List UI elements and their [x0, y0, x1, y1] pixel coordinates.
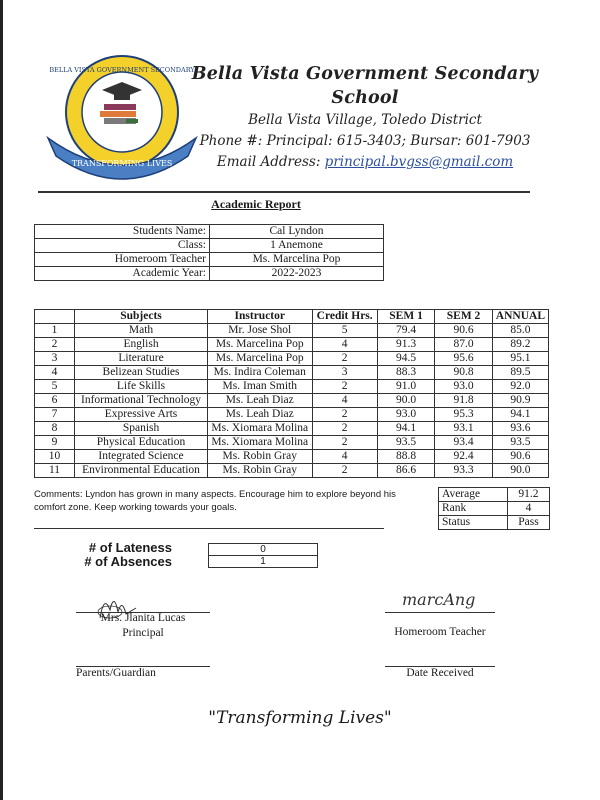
grade-row: [35, 436, 549, 450]
info-label: Class:: [35, 239, 210, 253]
sem1: 91.3: [377, 338, 434, 352]
school-address: Bella Vista Village, Toledo District: [248, 112, 482, 128]
row-number: 7: [35, 408, 75, 422]
grades-table: [34, 309, 549, 478]
instructor: Ms. Xiomara Molina: [208, 422, 312, 436]
header-divider: [38, 191, 530, 193]
annual: 85.0: [492, 324, 548, 338]
credit-hrs: 2: [312, 436, 377, 450]
sem2: 93.1: [435, 422, 493, 436]
lateness-value: 0: [209, 544, 318, 556]
instructor: Ms. Xiomara Molina: [208, 436, 312, 450]
sem2: 90.8: [435, 366, 493, 380]
grade-row: [35, 394, 549, 408]
motto: "Transforming Lives": [208, 708, 392, 728]
sem1: 86.6: [377, 464, 434, 478]
student-class: 1 Anemone: [210, 239, 384, 253]
credit-hrs: 3: [312, 366, 377, 380]
grade-row: [35, 366, 549, 380]
col-credit-hrs: Credit Hrs.: [312, 310, 377, 324]
principal-name: Mrs. Jlanita Lucas: [100, 612, 186, 624]
student-name: Cal Lyndon: [210, 225, 384, 239]
sem2: 95.6: [435, 352, 493, 366]
subject: Physical Education: [75, 436, 208, 450]
grade-row: [35, 464, 549, 478]
school-name: Bella Vista Government Secondary School: [191, 64, 539, 108]
school-phone: Phone #: Principal: 615-3403; Bursar: 601-7903: [199, 133, 531, 149]
grade-row: [35, 380, 549, 394]
email-link[interactable]: principal.bvgss@gmail.com: [324, 154, 514, 170]
school-header: [185, 62, 545, 173]
col-number: [35, 310, 75, 324]
subject: Life Skills: [75, 380, 208, 394]
row-number: 8: [35, 422, 75, 436]
sem1: 91.0: [377, 380, 434, 394]
instructor: Ms. Leah Diaz: [208, 408, 312, 422]
subject: Expressive Arts: [75, 408, 208, 422]
annual: 89.5: [492, 366, 548, 380]
homeroom-signature: marcAng: [402, 590, 476, 609]
sem1: 94.5: [377, 352, 434, 366]
sem1: 93.5: [377, 436, 434, 450]
email-label: Email Address:: [216, 154, 325, 170]
info-row: [35, 239, 384, 253]
summary-row: [439, 488, 550, 502]
subject: Informational Technology: [75, 394, 208, 408]
grade-row: [35, 324, 549, 338]
annual: 93.6: [492, 422, 548, 436]
parents-label: Parents/Guardian: [76, 667, 156, 679]
annual: 94.1: [492, 408, 548, 422]
credit-hrs: 2: [312, 464, 377, 478]
credit-hrs: 5: [312, 324, 377, 338]
sem2: 87.0: [435, 338, 493, 352]
grade-row: [35, 422, 549, 436]
sem2: 91.8: [435, 394, 493, 408]
attendance-labels: [72, 541, 172, 569]
row-number: 1: [35, 324, 75, 338]
academic-year: 2022-2023: [210, 267, 384, 281]
instructor: Ms. Leah Diaz: [208, 394, 312, 408]
summary-label: Rank: [439, 502, 508, 516]
row-number: 10: [35, 450, 75, 464]
summary-table: [438, 487, 550, 530]
sem1: 90.0: [377, 394, 434, 408]
row-number: 6: [35, 394, 75, 408]
sem1: 94.1: [377, 422, 434, 436]
sem1: 88.3: [377, 366, 434, 380]
homeroom-teacher: Ms. Marcelina Pop: [210, 253, 384, 267]
subject: Integrated Science: [75, 450, 208, 464]
row-number: 5: [35, 380, 75, 394]
instructor: Ms. Robin Gray: [208, 464, 312, 478]
homeroom-title: Homeroom Teacher: [394, 626, 486, 638]
credit-hrs: 2: [312, 408, 377, 422]
subject: English: [75, 338, 208, 352]
credit-hrs: 4: [312, 450, 377, 464]
info-label: Academic Year:: [35, 267, 210, 281]
comments: Comments: Lyndon has grown in many aspects. Encourage him to explore beyond his comfort zone. Keep working towards your goals.: [34, 489, 396, 513]
comments-divider: [34, 528, 384, 529]
student-info-table: [34, 224, 384, 281]
attendance-table: [208, 543, 318, 568]
instructor: Ms. Marcelina Pop: [208, 338, 312, 352]
sem1: 79.4: [377, 324, 434, 338]
subject: Environmental Education: [75, 464, 208, 478]
instructor: Ms. Iman Smith: [208, 380, 312, 394]
absences-label: # of Absences: [84, 554, 172, 569]
summary-label: Status: [439, 516, 508, 530]
row-number: 2: [35, 338, 75, 352]
principal-title: Principal: [122, 627, 164, 639]
sem2: 95.3: [435, 408, 493, 422]
credit-hrs: 4: [312, 338, 377, 352]
info-row: [35, 253, 384, 267]
annual: 90.6: [492, 450, 548, 464]
instructor: Mr. Jose Shol: [208, 324, 312, 338]
credit-hrs: 2: [312, 422, 377, 436]
annual: 95.1: [492, 352, 548, 366]
row-number: 4: [35, 366, 75, 380]
col-subjects: Subjects: [75, 310, 208, 324]
sem2: 93.3: [435, 464, 493, 478]
page-edge: [0, 0, 3, 800]
rank-value: 4: [507, 502, 549, 516]
sem1: 93.0: [377, 408, 434, 422]
annual: 92.0: [492, 380, 548, 394]
subject: Belizean Studies: [75, 366, 208, 380]
row-number: 11: [35, 464, 75, 478]
svg-text:BELLA VISTA GOVERNMENT SECONDA: BELLA VISTA GOVERNMENT SECONDARY: [49, 66, 195, 74]
row-number: 3: [35, 352, 75, 366]
credit-hrs: 2: [312, 352, 377, 366]
date-received-label: Date Received: [406, 667, 474, 679]
grade-row: [35, 408, 549, 422]
average-value: 91.2: [507, 488, 549, 502]
sem2: 90.6: [435, 324, 493, 338]
homeroom-signature-line: [385, 612, 495, 613]
report-title: Academic Report: [211, 197, 301, 211]
credit-hrs: 4: [312, 394, 377, 408]
lateness-label: # of Lateness: [88, 540, 172, 555]
subject: Math: [75, 324, 208, 338]
info-label: Students Name:: [35, 225, 210, 239]
subject: Spanish: [75, 422, 208, 436]
summary-label: Average: [439, 488, 508, 502]
instructor: Ms. Indira Coleman: [208, 366, 312, 380]
annual: 89.2: [492, 338, 548, 352]
instructor: Ms. Robin Gray: [208, 450, 312, 464]
sem1: 88.8: [377, 450, 434, 464]
sem2: 93.4: [435, 436, 493, 450]
school-email-line: [185, 152, 545, 173]
col-instructor: Instructor: [208, 310, 312, 324]
subject: Literature: [75, 352, 208, 366]
grades-body: [35, 324, 549, 478]
col-sem2: SEM 2: [435, 310, 493, 324]
annual: 90.9: [492, 394, 548, 408]
sem2: 92.4: [435, 450, 493, 464]
grades-header-row: [35, 310, 549, 324]
row-number: 9: [35, 436, 75, 450]
summary-row: [439, 502, 550, 516]
instructor: Ms. Marcelina Pop: [208, 352, 312, 366]
logo-banner-text: TRANSFORMING LIVES: [71, 159, 173, 168]
info-label: Homeroom Teacher: [35, 253, 210, 267]
school-logo: [38, 52, 206, 180]
credit-hrs: 2: [312, 380, 377, 394]
summary-row: [439, 516, 550, 530]
info-row: [35, 225, 384, 239]
col-annual: ANNUAL: [492, 310, 548, 324]
absences-value: 1: [209, 556, 318, 568]
annual: 93.5: [492, 436, 548, 450]
status-value: Pass: [507, 516, 549, 530]
grade-row: [35, 352, 549, 366]
grade-row: [35, 450, 549, 464]
grade-row: [35, 338, 549, 352]
annual: 90.0: [492, 464, 548, 478]
sem2: 93.0: [435, 380, 493, 394]
info-row: [35, 267, 384, 281]
col-sem1: SEM 1: [377, 310, 434, 324]
